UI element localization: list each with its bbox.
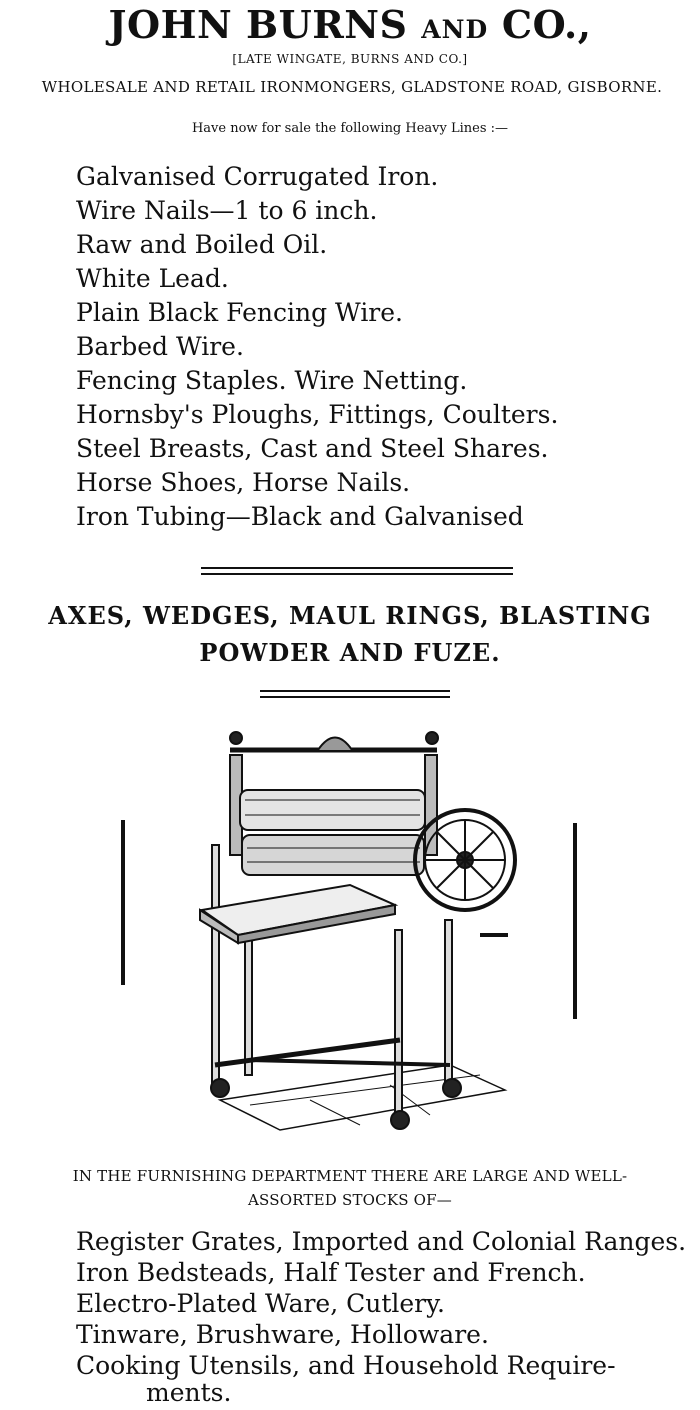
list-item: Steel Breasts, Cast and Steel Shares. bbox=[76, 434, 549, 463]
list-item: Horse Shoes, Horse Nails. bbox=[76, 468, 411, 497]
list-item: Iron Bedsteads, Half Tester and French. bbox=[76, 1258, 586, 1287]
late-name-line: [LATE WINGATE, BURNS AND CO.] bbox=[232, 52, 468, 66]
furnishing-items-list bbox=[76, 1226, 686, 1405]
decorative-bar-right bbox=[573, 823, 577, 1019]
list-item: White Lead. bbox=[76, 264, 229, 293]
list-item: Fencing Staples. Wire Netting. bbox=[76, 366, 468, 395]
heavy-lines-list bbox=[76, 160, 558, 534]
divider-rule-top bbox=[201, 567, 513, 569]
furnishing-heading-line1: IN THE FURNISHING DEPARTMENT THERE ARE LARGE AND WELL- bbox=[72, 1167, 628, 1185]
title-main: JOHN BURNS bbox=[108, 2, 408, 47]
list-item: Cooking Utensils, and Household Require- bbox=[76, 1351, 616, 1380]
decorative-bar-left bbox=[121, 820, 125, 985]
axes-heading-line2: POWDER AND FUZE. bbox=[199, 638, 501, 667]
intro-line: Have now for sale the following Heavy Lines :— bbox=[191, 121, 509, 136]
business-description: WHOLESALE AND RETAIL IRONMONGERS, GLADSTONE ROAD, GISBORNE. bbox=[41, 78, 663, 96]
list-item: Plain Black Fencing Wire. bbox=[76, 298, 404, 327]
list-item: Barbed Wire. bbox=[76, 332, 244, 361]
list-item: Raw and Boiled Oil. bbox=[76, 230, 328, 259]
divider-rule-short-bottom bbox=[260, 696, 450, 698]
title-co: CO., bbox=[501, 2, 592, 47]
company-title bbox=[0, 2, 700, 47]
list-item: Tinware, Brushware, Holloware. bbox=[76, 1320, 489, 1349]
title-and: AND bbox=[421, 15, 489, 44]
axes-heading-line1: AXES, WEDGES, MAUL RINGS, BLASTING bbox=[48, 601, 652, 630]
list-item: Electro-Plated Ware, Cutlery. bbox=[76, 1289, 445, 1318]
divider-rule-bottom bbox=[201, 573, 513, 575]
list-item: Hornsby's Ploughs, Fittings, Coulters. bbox=[76, 400, 559, 429]
list-item: Register Grates, Imported and Colonial Ranges. bbox=[76, 1227, 687, 1256]
list-item: Iron Tubing—Black and Galvanised bbox=[76, 502, 524, 531]
list-item: Wire Nails—1 to 6 inch. bbox=[76, 196, 378, 225]
furnishing-heading-line2: ASSORTED STOCKS OF— bbox=[247, 1191, 452, 1209]
list-item-continuation: ments. bbox=[146, 1378, 232, 1407]
divider-rule-short-top bbox=[260, 690, 450, 692]
list-item: Galvanised Corrugated Iron. bbox=[76, 162, 439, 191]
mangle-illustration bbox=[190, 720, 520, 1135]
